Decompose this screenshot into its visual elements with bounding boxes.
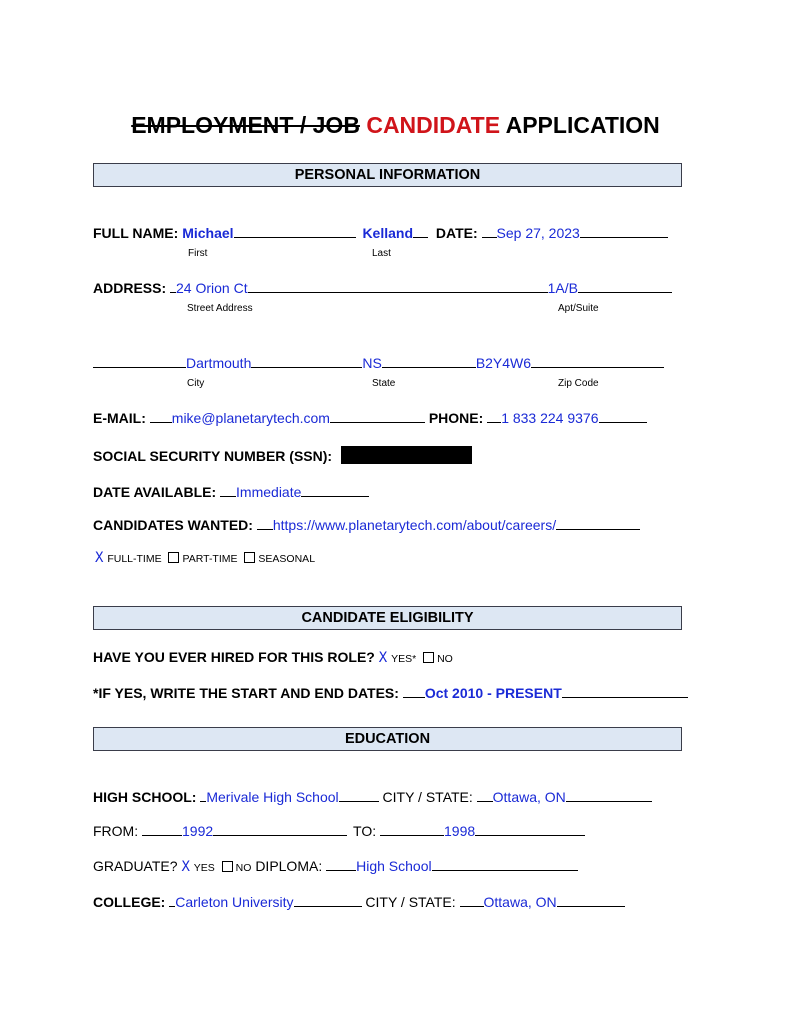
graduate-no-checkbox[interactable] (222, 861, 233, 872)
title-red: CANDIDATE (366, 112, 501, 138)
seasonal-checkbox[interactable] (244, 552, 255, 563)
employment-type-row (95, 549, 315, 566)
phone-field[interactable]: 1 833 224 9376 (501, 410, 599, 426)
last-name-field[interactable]: Kelland (362, 225, 414, 241)
from-underline (213, 821, 347, 836)
date-underline (580, 223, 668, 238)
email-pre-line (150, 408, 172, 423)
title-struck: EMPLOYMENT / JOB (131, 112, 360, 138)
ssn-row (93, 448, 332, 464)
dates-label: *IF YES, WRITE THE START AND END DATES: (93, 685, 399, 701)
from-to-row (93, 821, 585, 839)
from-pre-line (142, 821, 182, 836)
email-field[interactable]: mike@planetarytech.com (171, 410, 330, 426)
fulltime-label: FULL-TIME (107, 553, 162, 565)
title-rest: APPLICATION (505, 112, 660, 138)
high-school-field[interactable]: Merivale High School (206, 789, 339, 805)
hs-city-state-label: CITY / STATE: (382, 789, 473, 805)
high-school-label: HIGH SCHOOL: (93, 789, 197, 805)
city-pre-line (93, 353, 186, 368)
first-caption: First (188, 248, 208, 259)
last-name-underline (413, 223, 428, 238)
college-city-field[interactable]: Ottawa, ON (483, 894, 557, 910)
ssn-label: SOCIAL SECURITY NUMBER (SSN): (93, 448, 333, 464)
college-city-state-label: CITY / STATE: (365, 894, 456, 910)
hired-yes-checkbox-checked[interactable]: X (378, 650, 388, 666)
diploma-field[interactable]: High School (356, 858, 432, 874)
wanted-underline (556, 515, 640, 530)
last-caption: Last (372, 248, 391, 259)
hs-city-pre-line (477, 787, 493, 802)
from-label: FROM: (93, 823, 139, 839)
parttime-checkbox[interactable] (168, 552, 179, 563)
apt-caption: Apt/Suite (558, 303, 599, 314)
full-name-label: FULL NAME: (93, 225, 179, 241)
dates-pre-line (403, 683, 425, 698)
college-city-pre-line (460, 892, 484, 907)
zip-field[interactable]: B2Y4W6 (475, 355, 532, 371)
college-underline (294, 892, 362, 907)
hired-row (93, 649, 453, 666)
college-field[interactable]: Carleton University (175, 894, 294, 910)
high-school-row (93, 787, 652, 805)
phone-pre-line (487, 408, 501, 423)
hired-no-label: NO (437, 653, 453, 665)
graduate-label: GRADUATE? (93, 858, 178, 874)
candidates-wanted-field[interactable]: https://www.planetarytech.com/about/careers/ (272, 517, 557, 533)
parttime-label: PART-TIME (182, 553, 238, 565)
graduate-no-label: NO (235, 862, 252, 874)
graduate-yes-checkbox-checked[interactable]: X (181, 859, 190, 875)
apt-field[interactable]: 1A/B (547, 280, 578, 296)
date-available-row (93, 482, 369, 500)
street-underline (248, 278, 548, 293)
hired-yes-label: YES* (391, 653, 417, 665)
diploma-underline (432, 856, 578, 871)
to-pre-line (380, 821, 444, 836)
address-row (93, 278, 672, 296)
seasonal-label: SEASONAL (258, 553, 316, 565)
first-name-field[interactable]: Michael (182, 225, 234, 241)
street-caption: Street Address (187, 303, 253, 314)
to-underline (475, 821, 585, 836)
street-field[interactable]: 24 Orion Ct (176, 280, 248, 296)
candidates-wanted-row (93, 515, 640, 533)
address-label: ADDRESS: (93, 280, 167, 296)
first-name-underline (234, 223, 356, 238)
from-field[interactable]: 1992 (182, 823, 214, 839)
page-title (0, 112, 791, 139)
ssn-redaction-block (341, 446, 472, 464)
date-available-label: DATE AVAILABLE: (93, 484, 217, 500)
hired-label: HAVE YOU EVER HIRED FOR THIS ROLE? (93, 649, 375, 665)
graduate-yes-label: YES (193, 862, 215, 874)
fulltime-checkbox-checked[interactable]: X (95, 550, 104, 566)
section-personal-information: PERSONAL INFORMATION (93, 163, 682, 187)
college-row (93, 892, 625, 910)
hs-city-underline (566, 787, 652, 802)
dates-row (93, 683, 688, 701)
wanted-pre-line (257, 515, 273, 530)
diploma-pre-line (326, 856, 356, 871)
date-available-field[interactable]: Immediate (236, 484, 302, 500)
to-field[interactable]: 1998 (444, 823, 476, 839)
email-phone-row (93, 408, 647, 426)
zip-underline (531, 353, 664, 368)
city-field[interactable]: Dartmouth (186, 355, 252, 371)
state-field[interactable]: NS (362, 355, 382, 371)
state-underline (382, 353, 476, 368)
email-underline (330, 408, 425, 423)
hired-no-checkbox[interactable] (423, 652, 434, 663)
diploma-label: DIPLOMA: (255, 858, 323, 874)
to-label: TO: (353, 823, 377, 839)
state-caption: State (372, 378, 396, 389)
dates-underline (562, 683, 688, 698)
date-field[interactable]: Sep 27, 2023 (496, 225, 580, 241)
hs-city-field[interactable]: Ottawa, ON (492, 789, 566, 805)
full-name-row (93, 223, 668, 241)
phone-underline (599, 408, 647, 423)
dates-field[interactable]: Oct 2010 - PRESENT (424, 685, 562, 701)
email-label: E-MAIL: (93, 410, 146, 426)
date-label: DATE: (435, 225, 478, 241)
available-underline (301, 482, 369, 497)
available-pre-line (220, 482, 236, 497)
phone-label: PHONE: (428, 410, 484, 426)
city-caption: City (187, 378, 205, 389)
candidates-wanted-label: CANDIDATES WANTED: (93, 517, 253, 533)
section-education: EDUCATION (93, 727, 682, 751)
zip-caption: Zip Code (558, 378, 599, 389)
section-candidate-eligibility: CANDIDATE ELIGIBILITY (93, 606, 682, 630)
date-pre-line (482, 223, 497, 238)
apt-underline (578, 278, 672, 293)
college-city-underline (557, 892, 625, 907)
city-underline (251, 353, 362, 368)
college-label: COLLEGE: (93, 894, 166, 910)
graduate-row (93, 856, 578, 875)
hs-underline (339, 787, 379, 802)
city-state-zip-row (93, 353, 664, 371)
